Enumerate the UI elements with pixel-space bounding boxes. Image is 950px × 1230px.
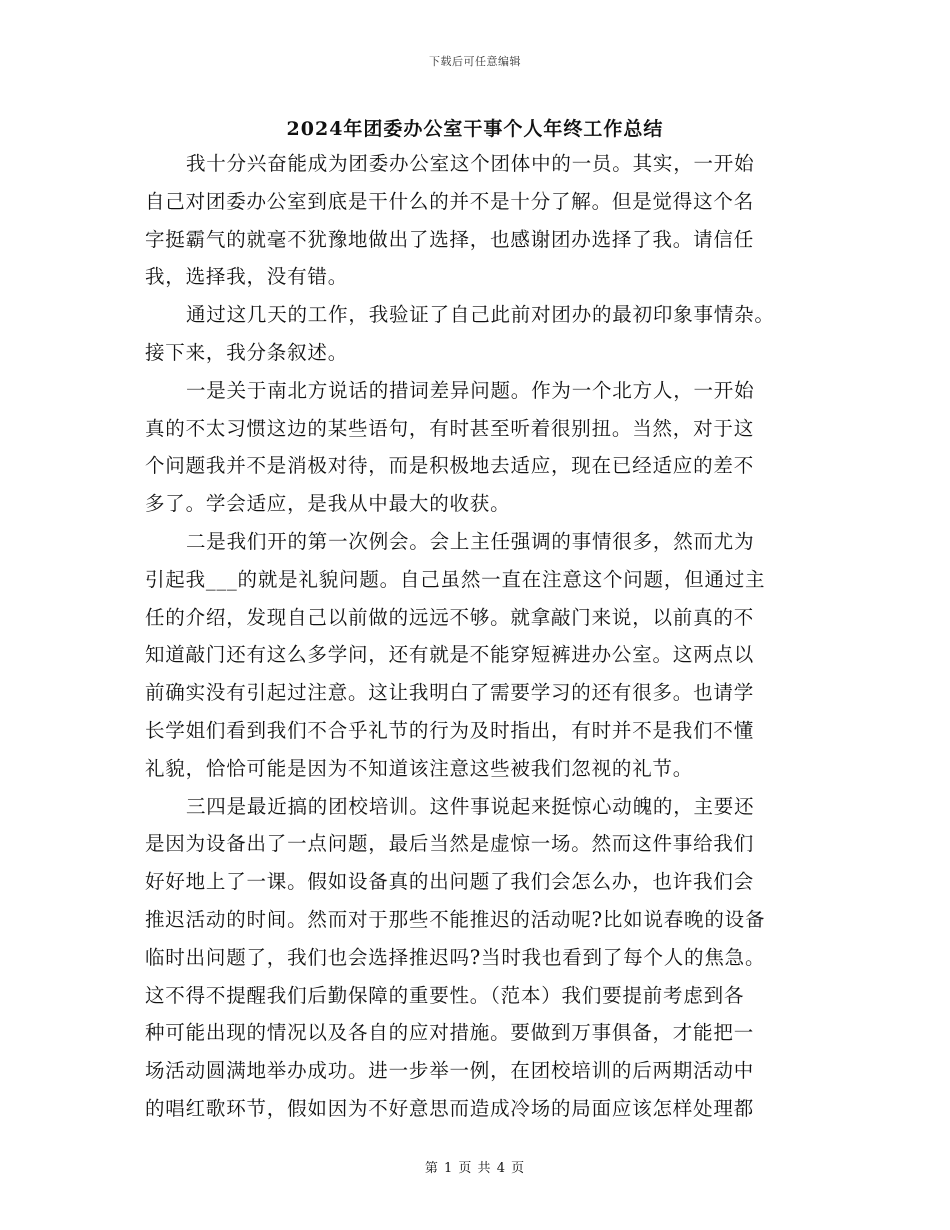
paragraph-line: 推迟活动的时间。然而对于那些不能推迟的活动呢?比如说春晚的设备	[145, 907, 766, 931]
paragraph-line: 通过这几天的工作，我验证了自己此前对团办的最初印象事情杂。	[186, 303, 775, 327]
page-footer: 第 1 页 共 4 页	[424, 1161, 526, 1176]
paragraph-line: 场活动圆满地举办成功。进一步举一例，在团校培训的后两期活动中	[145, 1059, 755, 1083]
paragraph-line: 好好地上了一课。假如设备真的出问题了我们会怎么办，也许我们会	[145, 870, 755, 894]
paragraph-line: 临时出问题了，我们也会选择推迟吗?当时我也看到了每个人的焦急。	[145, 945, 766, 969]
paragraph-line: 种可能出现的情况以及各自的应对措施。要做到万事俱备，才能把一	[145, 1021, 755, 1045]
paragraph-line: 我，选择我，没有错。	[145, 265, 349, 289]
paragraph-line: 任的介绍，发现自己以前做的远远不够。就拿敲门来说，以前真的不	[145, 605, 755, 629]
paragraph-line: 长学姐们看到我们不合乎礼节的行为及时指出，有时并不是我们不懂	[145, 718, 755, 742]
paragraph-line: 个问题我并不是消极对待，而是积极地去适应，现在已经适应的差不	[145, 454, 755, 478]
paragraph-line: 我十分兴奋能成为团委办公室这个团体中的一员。其实，一开始	[186, 152, 755, 175]
paragraph-line: 是因为设备出了一点问题，最后当然是虚惊一场。然而这件事给我们	[145, 832, 755, 856]
document-body	[145, 145, 807, 1128]
paragraph-line: 真的不太习惯这边的某些语句，有时甚至听着很别扭。当然，对于这	[145, 416, 755, 440]
paragraph-line: 引起我___的就是礼貌问题。自己虽然一直在注意这个问题，但通过主	[145, 567, 766, 591]
paragraph-line: 礼貌，恰恰可能是因为不知道该注意这些被我们忽视的礼节。	[145, 756, 694, 780]
paragraph-line: 的唱红歌环节，假如因为不好意思而造成冷场的局面应该怎样处理都	[145, 1096, 755, 1120]
header-note: 下载后可任意编辑	[429, 55, 521, 68]
paragraph-line: 这不得不提醒我们后勤保障的重要性。（范本）我们要提前考虑到各	[145, 983, 745, 1007]
paragraph-line: 字挺霸气的就毫不犹豫地做出了选择，也感谢团办选择了我。请信任	[145, 227, 755, 251]
paragraph-line: 知道敲门还有这么多学问，还有就是不能穿短裤进办公室。这两点以	[145, 643, 755, 667]
paragraph-line: 自己对团委办公室到底是干什么的并不是十分了解。但是觉得这个名	[145, 189, 755, 213]
paragraph-line: 接下来，我分条叙述。	[145, 340, 349, 364]
paragraph-line: 一是关于南北方说话的措词差异问题。作为一个北方人，一开始	[186, 378, 755, 402]
paragraph-line: 前确实没有引起过注意。这让我明白了需要学习的还有很多。也请学	[145, 681, 755, 705]
paragraph-line: 三四是最近搞的团校培训。这件事说起来挺惊心动魄的，主要还	[186, 794, 755, 818]
paragraph-line: 二是我们开的第一次例会。会上主任强调的事情很多，然而尤为	[186, 529, 755, 553]
document-title: 2024年团委办公室干事个人年终工作总结	[286, 118, 664, 140]
paragraph-line: 多了。学会适应，是我从中最大的收获。	[145, 492, 511, 516]
